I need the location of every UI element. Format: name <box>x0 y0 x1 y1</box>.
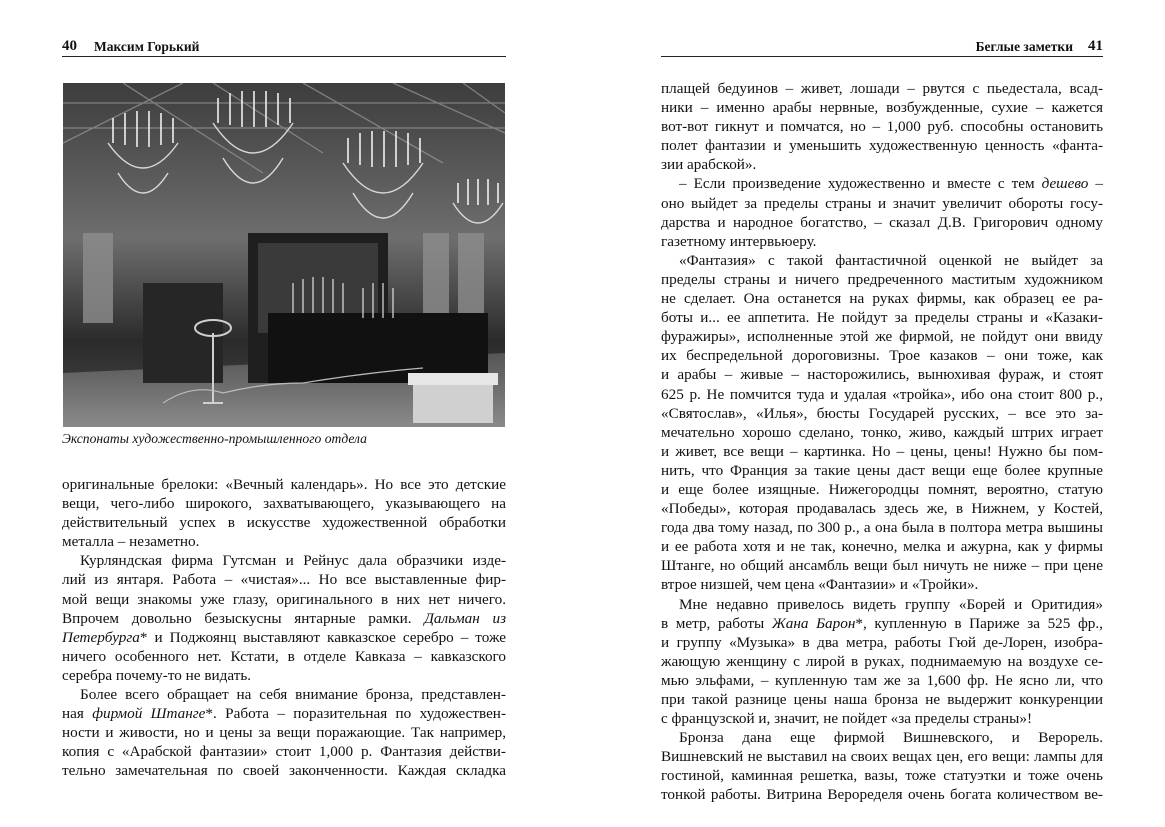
text-line: оно выйдет за пределы страны и значит увеличит обороты госу- <box>661 194 1103 212</box>
text-line: серебра почему-то не видать. <box>62 666 252 684</box>
text-line: Более всего обращает на себя внимание бронза, представлен- <box>80 686 506 704</box>
text-line: вот-вот гикнут и помчатся, но – 1,000 руб. способны остановить <box>661 118 1103 136</box>
text-line: года два тому назад, по 300 р., а она была в полтора метра вышины <box>661 519 1103 537</box>
text-line: «Победы», которая продавалась здесь же, в Нижнем, у Костей, <box>661 500 1103 518</box>
text-line: нить, что Франция за такие цены даст вещи еще более крупные <box>661 461 1103 479</box>
text-line: оригинальные брелоки: «Вечный календарь». Но все это детские <box>62 476 506 493</box>
running-title: Максим Горький <box>94 39 200 54</box>
right-body-text <box>661 79 1103 805</box>
text-line: не сделает. Она останется на руках фирмы, как образец ее ра- <box>661 290 1103 308</box>
text-line: ная фирмой Штанге*. Работа – поразительная по художествен- <box>62 705 506 723</box>
text-line: 625 р. Не помчится туда и удалая «тройка», ибо она стоит 800 р., <box>661 385 1103 403</box>
text-line: и группу «Музыка» в два метра, работы Гюй де-Лорен, изобра- <box>661 633 1103 651</box>
text-line: ники – именно арабы нервные, возбужденные, сухие – кажется <box>661 99 1103 117</box>
running-title: Беглые заметки <box>975 39 1073 54</box>
text-line: пределы страны и ничего предреченного маститым художником <box>661 270 1103 288</box>
page-number: 41 <box>1088 38 1103 54</box>
page-number: 40 <box>62 38 77 54</box>
text-line: Бронза дана еще фирмой Вишневского, и Верорель. <box>679 729 1103 747</box>
text-line: – Если произведение художественно и вместе с тем дешево – <box>679 175 1103 193</box>
text-line: плащей бедуинов – живет, лошади – рвутся с пьедестала, всад- <box>661 80 1103 97</box>
text-line: лий из янтаря. Работа – «чистая»... Но все выставленные фир- <box>62 571 506 589</box>
text-line: «Святослав», «Илья», бюсты Государей русских, – все это за- <box>661 404 1103 422</box>
text-line: их беспредельной дороговизны. Трое казаков – они тоже, как <box>661 347 1103 365</box>
text-line: зии арабской». <box>661 156 757 174</box>
text-line: Курляндская фирма Гутсман и Рейнус дала образчики изде- <box>80 552 506 570</box>
text-line: в метр, работы Жана Барон*, купленную в Париже за 525 фр., <box>661 614 1103 632</box>
text-line: фуражиры», исполненные этой же фирмой, не пойдут они ввиду <box>661 328 1103 346</box>
text-line: жающую женщину с лирой в руках, поднимаемую на воздухе се- <box>661 652 1103 670</box>
text-line: Петербурга* и Поджоянц выставляют кавказское серебро – тоже <box>62 628 506 646</box>
exhibition-photo <box>63 83 505 427</box>
text-line: и еще более изящные. Нижегородцы помнят, вероятно, статую <box>661 480 1103 498</box>
text-line: мью эльфами, – купленную там же за 1,600 фр. Не ясно ли, что <box>661 671 1103 689</box>
text-line: и арабы – живые – насторожились, вынюхивая фураж, и стоят <box>661 366 1103 384</box>
text-line: и живет, все вещи – картинка. Но – цены, цены! Нужно бы пом- <box>661 442 1103 460</box>
text-line: при такой разнице цены наша бронза не выдержит конкуренции <box>661 691 1103 708</box>
text-line: вещи, чего-либо широкого, захватывающего, указывающего на <box>62 495 506 513</box>
text-line: действительный успех в искусстве художественной обработки <box>62 514 506 532</box>
text-line: металла – незаметно. <box>62 533 200 551</box>
photo-caption: Экспонаты художественно-промышленного отдела <box>62 431 367 446</box>
text-line: полет фантазии и уменьшить художественную ценность «фанта- <box>661 137 1103 155</box>
text-line: с французской и, значит, не пойдет «за пределы страны»! <box>661 710 1033 728</box>
text-line: и ее работа хотя и не так, конечно, мелка и ажурна, как у фирмы <box>661 538 1103 556</box>
text-line: Мне недавно привелось видеть группу «Борей и Оритидия» <box>679 595 1103 613</box>
running-head-right <box>661 38 1103 57</box>
text-line: ности и живости, но и цены за вещи поражающие. Так например, <box>62 724 506 742</box>
text-line: втрое низшей, чем цена «Фантазии» и «Тройки». <box>661 576 979 594</box>
text-line: гостиной, каминная решетка, вазы, тоже статуэтки и тоже очень <box>661 767 1103 785</box>
text-line: тельно замечательная по своей законченности. Каждая складка <box>62 762 506 780</box>
text-line: дарства и народное богатство, – сказал Д.В. Григорович одному <box>661 213 1103 231</box>
text-line: Штанге, но общий ансамбль вещи был ничуть не ниже – при цене <box>661 557 1103 575</box>
text-line: тонкой работы. Витрина Вероределя очень богата количеством ве- <box>661 786 1103 804</box>
text-line: газетному интервьюеру. <box>661 232 817 250</box>
text-line: мой вещи знакомы уже глазу, оригинального в них нет ничего. <box>62 590 506 608</box>
text-line: боты и... ее аппетита. Не пойдут за пределы страны и «Казаки- <box>661 309 1103 327</box>
text-line: Вишневский не выставил на своих вещах цен, его вещи: лампы для <box>661 748 1103 766</box>
text-line: ничего особенного нет. Кстати, в отделе Кавказа – кавказского <box>62 647 506 665</box>
running-head-left <box>62 38 506 57</box>
left-body-text <box>62 475 506 781</box>
text-line: Впрочем довольно безыскусны янтарные рамки. Дальман из <box>62 609 506 627</box>
text-line: «Фантазия» с такой фантастичной оценкой не выйдет за <box>679 251 1103 269</box>
text-line: мечательно хорошо сделано, тонко, живо, каждый штрих играет <box>661 423 1103 441</box>
text-line: копия с «Арабской фантазии» стоит 1,000 р. Фантазия действи- <box>62 743 506 761</box>
